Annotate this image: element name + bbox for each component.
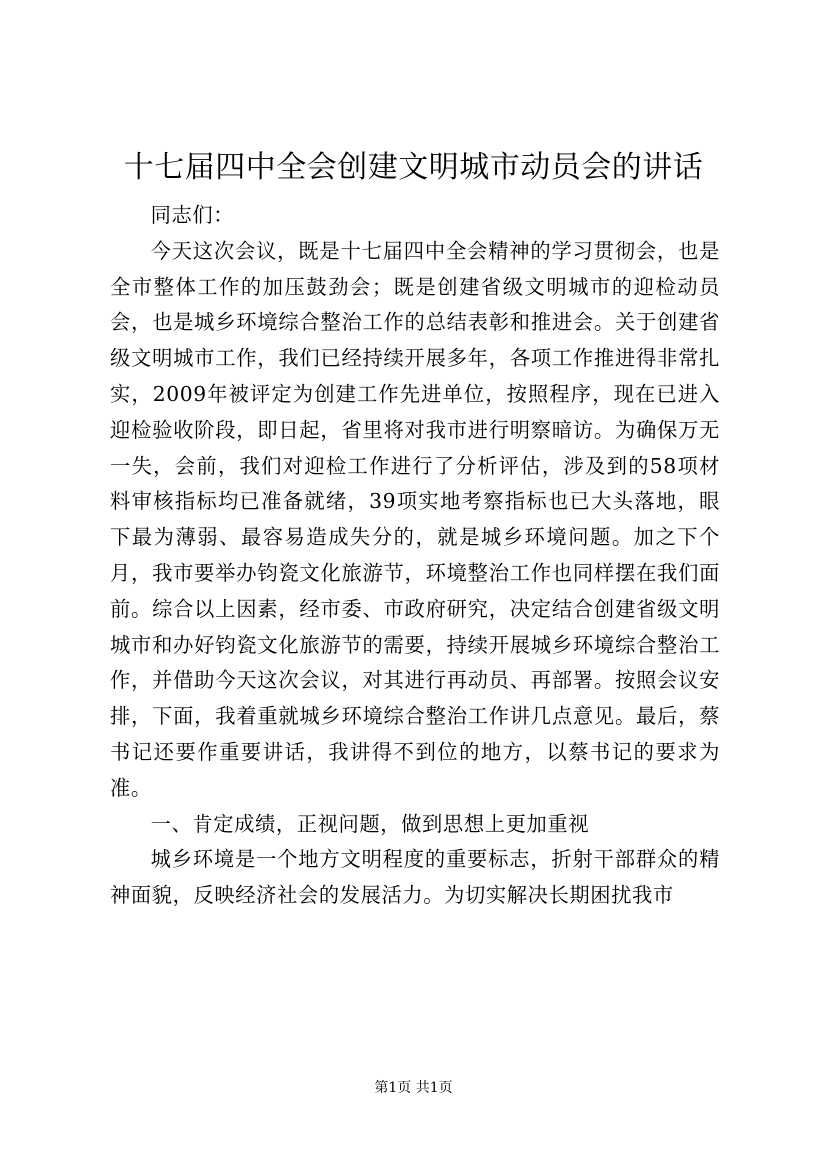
paragraph-intro: 今天这次会议，既是十七届四中全会精神的学习贯彻会，也是全市整体工作的加压鼓劲会；既是创建省级文明城市的迎检动员会，也是城乡环境综合整治工作的总结表彰和推进会。关于创建省级文明城市工作，我们已经持续开展多年，各项工作推进得非常扎实，2009年被评定为创建工作先进单位，按照程序，现在已进入迎检验收阶段，即日起，省里将对我市进行明察暗访。为确保万无一失，会前，我们对迎检工作进行了分析评估，涉及到的58项材料审核指标均已准备就绪，39项实地考察指标也已大头落地，眼下最为薄弱、最容易造成失分的，就是城乡环境问题。加之下个月，我市要举办钧瓷文化旅游节，环境整治工作也同样摆在我们面前。综合以上因素，经市委、市政府研究，决定结合创建省级文明城市和办好钧瓷文化旅游节的需要，持续开展城乡环境综合整治工作，并借助今天这次会议，对其进行再动员、再部署。按照会议安排，下面，我着重就城乡环境综合整治工作讲几点意见。最后，蔡书记还要作重要讲话，我讲得不到位的地方，以蔡书记的要求为准。 (110, 238, 720, 800)
salutation: 同志们： (150, 203, 235, 227)
section-heading-1: 一、肯定成绩，正视问题，做到思想上更加重视 (150, 811, 590, 836)
document-title: 十七届四中全会创建文明城市动员会的讲话 (123, 150, 704, 185)
document-body (110, 198, 720, 914)
paragraph-section-1: 城乡环境是一个地方文明程度的重要标志，折射干部群众的精神面貌，反映经济社会的发展活力。为切实解决长期困扰我市 (110, 847, 720, 908)
page-number-footer: 第1页 共1页 (374, 1080, 453, 1096)
